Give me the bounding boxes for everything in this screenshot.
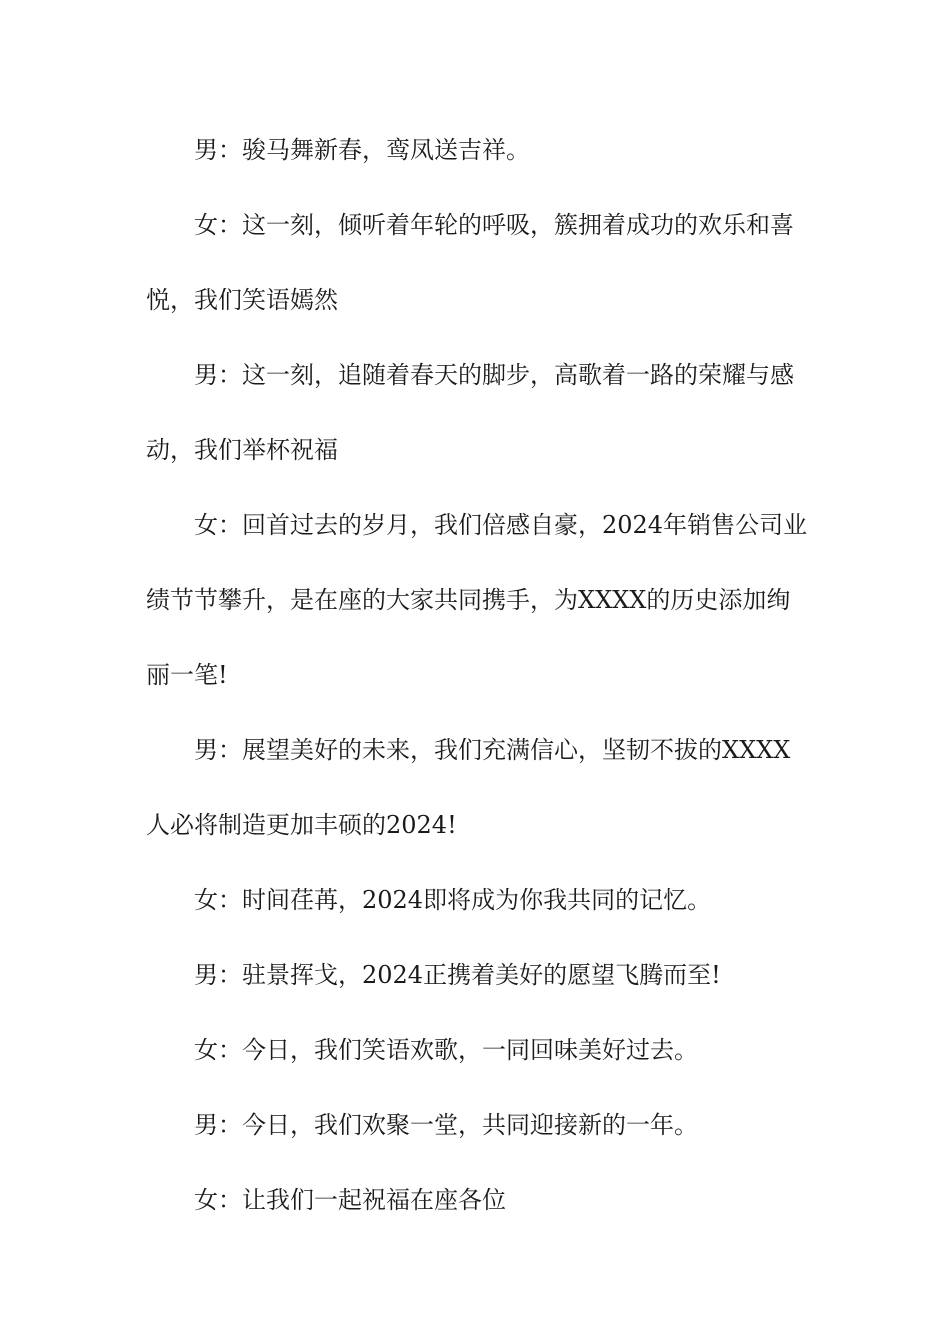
paragraph-9: 男：今日，我们欢聚一堂，共同迎接新的一年。: [194, 1111, 698, 1139]
paragraph-6: 女：时间荏苒，2024即将成为你我共同的记忆。: [194, 886, 712, 914]
paragraph-8: 女：今日，我们笑语欢歌，一同回味美好过去。: [194, 1036, 698, 1064]
paragraph-1: 男：骏马舞新春，鸾凤送吉祥。: [194, 136, 530, 164]
paragraph-3: 男：这一刻，追随着春天的脚步，高歌着一路的荣耀与感动，我们举杯祝福: [146, 361, 794, 464]
paragraph-10: 女：让我们一起祝福在座各位: [194, 1186, 506, 1214]
paragraph-7: 男：驻景挥戈，2024正携着美好的愿望飞腾而至!: [194, 961, 721, 989]
document-body: [146, 113, 810, 1238]
paragraph-2: 女：这一刻，倾听着年轮的呼吸，簇拥着成功的欢乐和喜悦，我们笑语嫣然: [146, 211, 794, 314]
paragraph-4: 女：回首过去的岁月，我们倍感自豪，2024年销售公司业绩节节攀升，是在座的大家共同携手，为XXXX的历史添加绚丽一笔!: [146, 511, 808, 689]
paragraph-5: 男：展望美好的未来，我们充满信心，坚韧不拔的XXXX人必将制造更加丰硕的2024!: [146, 736, 791, 839]
